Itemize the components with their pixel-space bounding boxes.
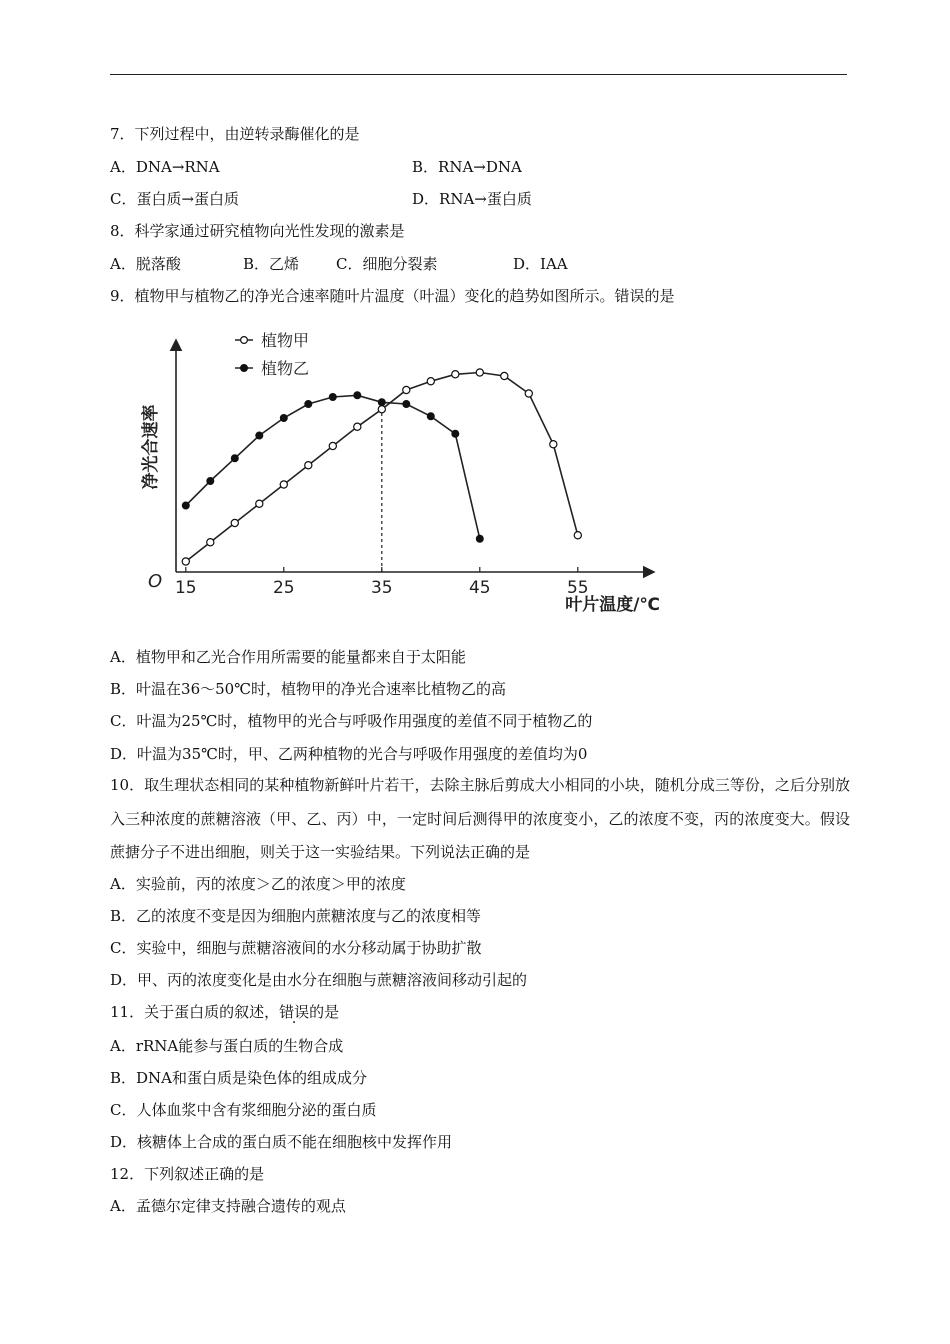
q10-option-c: C．实验中，细胞与蔗糖溶液间的水分移动属于协助扩散 [110, 939, 482, 957]
plant-b-point [403, 401, 410, 408]
plant-b-point [207, 478, 214, 485]
plant-b-point [329, 394, 336, 401]
q8-stem: 8．科学家通过研究植物向光性发现的激素是 [110, 222, 405, 240]
legend-marker [241, 337, 248, 344]
plant-a-point [452, 371, 459, 378]
plant-a-point [305, 462, 312, 469]
q11-option-a: A．rRNA能参与蛋白质的生物合成 [110, 1037, 344, 1055]
q7-option-a: A．DNA→RNA [110, 158, 220, 176]
origin-label: O [148, 571, 163, 592]
q11-option-c: C．人体血浆中含有浆细胞分泌的蛋白质 [110, 1101, 377, 1119]
q11-stem-prefix: 11．关于蛋白质的叙述， [110, 1003, 280, 1021]
q10-option-d: D．甲、丙的浓度变化是由水分在细胞与蔗糖溶液间移动引起的 [110, 971, 528, 989]
plant-a-point [427, 378, 434, 385]
plant-b-point [476, 535, 483, 542]
plant-b-point [256, 432, 263, 439]
plant-a-point [476, 369, 483, 376]
q10-option-b: B．乙的浓度不变是因为细胞内蔗糖浓度与乙的浓度相等 [110, 907, 482, 925]
q10-option-a: A．实验前，丙的浓度＞乙的浓度＞甲的浓度 [110, 875, 406, 893]
series-line-plant-b [186, 395, 480, 539]
x-tick-label: 15 [174, 578, 197, 598]
plant-a-point [378, 406, 385, 413]
q8-option-d: D．IAA [513, 255, 568, 273]
plant-a-point [280, 481, 287, 488]
y-axis-label: 净光合速率 [141, 404, 161, 490]
plant-a-point [182, 558, 189, 565]
plant-a-point [207, 539, 214, 546]
plant-b-point [452, 430, 459, 437]
q11-stem-suffix: 的是 [309, 1003, 340, 1021]
plant-a-point [525, 390, 532, 397]
q7-option-b: B．RNA→DNA [412, 158, 522, 176]
q9-option-c: C．叶温为25℃时，植物甲的光合与呼吸作用强度的差值不同于植物乙的 [110, 712, 593, 730]
x-tick-label: 35 [370, 578, 393, 598]
q8-option-c: C．细胞分裂素 [336, 255, 438, 273]
x-axis-label: 叶片温度/℃ [565, 595, 660, 615]
q10-stem: 10．取生理状态相同的某种植物新鲜叶片若干，去除主脉后剪成大小相同的小块，随机分成三等份，之后分别放入三种浓度的蔗糖溶液（甲、乙、丙）中，一定时间后测得甲的浓度变小，乙的浓度不变，丙的浓度变大。假设蔗搪分子不进出细胞，则关于这一实验结果。下列说法正确的是 [110, 776, 850, 861]
plant-b-point [182, 502, 189, 509]
q9-option-d: D．叶温为35℃时，甲、乙两种植物的光合与呼吸作用强度的差值均为0 [110, 745, 588, 763]
plant-a-point [256, 500, 263, 507]
legend-label: 植物甲 [261, 331, 310, 350]
net-photosynthesis-chart [130, 322, 670, 622]
plant-a-point [231, 519, 238, 526]
q8-option-b: B．乙烯 [243, 255, 300, 273]
q11-stem-emphasis: 错误 [279, 1003, 310, 1021]
q9-stem: 9．植物甲与植物乙的净光合速率随叶片温度（叶温）变化的趋势如图所示。错误的是 [110, 287, 675, 305]
q11-stem [110, 1002, 339, 1022]
x-tick-label: 25 [272, 578, 295, 598]
plant-b-point [378, 399, 385, 406]
x-tick-label: 55 [566, 578, 589, 598]
plant-a-point [501, 372, 508, 379]
plant-b-point [231, 455, 238, 462]
plant-a-point [574, 532, 581, 539]
legend-label: 植物乙 [261, 359, 310, 378]
plant-b-point [427, 413, 434, 420]
plant-a-point [403, 386, 410, 393]
q9-option-a: A．植物甲和乙光合作用所需要的能量都来自于太阳能 [110, 648, 466, 666]
q7-stem: 7．下列过程中，由逆转录酶催化的是 [110, 125, 360, 143]
plant-a-point [550, 441, 557, 448]
header-rule [110, 74, 847, 75]
plant-b-point [354, 392, 361, 399]
q11-option-d: D．核糖体上合成的蛋白质不能在细胞核中发挥作用 [110, 1133, 453, 1151]
x-tick-label: 45 [468, 578, 491, 598]
q11-option-b: B．DNA和蛋白质是染色体的组成成分 [110, 1069, 368, 1087]
q7-option-d: D．RNA→蛋白质 [412, 190, 532, 208]
q12-option-a: A．孟德尔定律支持融合遗传的观点 [110, 1197, 346, 1215]
legend-marker [241, 365, 248, 372]
plant-a-point [354, 423, 361, 430]
plant-b-point [305, 401, 312, 408]
plant-b-point [280, 415, 287, 422]
q7-option-c: C．蛋白质→蛋白质 [110, 190, 240, 208]
plant-a-point [329, 442, 336, 449]
q8-option-a: A．脱落酸 [110, 255, 181, 273]
q9-option-b: B．叶温在36～50℃时，植物甲的净光合速率比植物乙的高 [110, 680, 506, 698]
q12-stem: 12．下列叙述正确的是 [110, 1165, 265, 1183]
